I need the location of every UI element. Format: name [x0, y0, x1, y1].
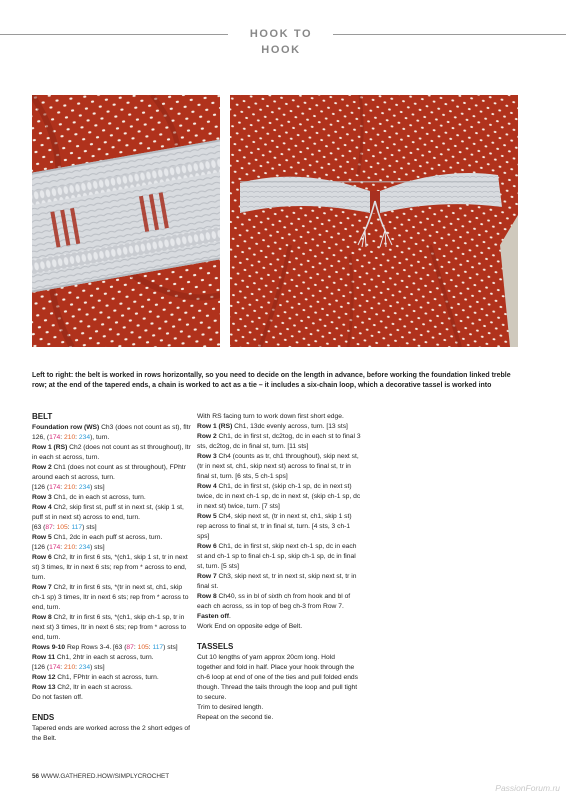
spacer [32, 703, 192, 713]
row-text: Ch1, dc in first st, skip next ch-1 sp, dc in each st and ch-1 sp to final ch-1 sp, skip ch-1 sp, dc in final st, turn. [5 sts] [197, 543, 357, 570]
belt-heading: BELT [32, 412, 53, 421]
size-count-2: 210 [64, 544, 76, 551]
belt-back-tie-photo [230, 95, 518, 347]
section-title: HOOK TO HOOK [249, 28, 313, 56]
row-11 [32, 653, 192, 663]
end-row-6 [197, 542, 361, 572]
row-text: Ch4 (counts as tr, ch1 throughout), skip next st, (tr in next st, ch1, skip next st) across to final st, tr in final st, turn. [6 sts, 5 ch-1 sps] [197, 453, 359, 480]
end-row-1 [197, 422, 361, 432]
row-label: Row 2 [197, 433, 217, 440]
photo-caption: Left to right: the belt is worked in rows horizontally, so you need to decide on the length in advance, before working the foundation linked treble row; at the end of the tapered ends, a chain is worked to act as a tie – it includes a six-chain loop, which a decorative tassel is worked into [32, 372, 511, 389]
size-count-1: 174 [49, 544, 61, 551]
row-13 [32, 683, 192, 693]
ends-heading: ENDS [32, 713, 55, 722]
row-text: Ch2, ltr in first 6 sts, *(ch1, skip ch-1 sp, tr in next st) 3 times, ltr in next 6 sts; rep from * across to end, turn. [32, 614, 187, 641]
row-text: Rep Rows 3-4. [63 ( [65, 644, 127, 651]
size-count-2: 105 [137, 644, 149, 651]
row-text: Ch1, FPhtr in each st across, turn. [55, 674, 159, 681]
header-rule-left [0, 34, 228, 35]
row-text: Ch4, skip next st, (tr in next st, ch1, skip 1 st) rep across to final st, tr in final st, turn. [4 sts, 3 ch-1 sps] [197, 513, 352, 540]
count-text: [126 ( [32, 664, 50, 671]
row-2 [32, 463, 192, 483]
size-count-3: 234 [78, 484, 91, 491]
no-fasten-note: Do not fasten off. [32, 694, 83, 701]
row-text: Ch3, skip next st, tr in next st, skip next st, tr in final st. [197, 573, 357, 590]
tassels-trim: Trim to desired length. [197, 704, 264, 711]
row-5-count: [126 (174: 210: 234) sts] [32, 544, 105, 551]
row-label: Row 13 [32, 684, 56, 691]
end-row-5 [197, 512, 361, 542]
end-row-2 [197, 432, 361, 452]
row-6 [32, 553, 192, 583]
instructions-column-right [197, 412, 361, 723]
row-text: ), turn. [90, 434, 110, 441]
page-footer [32, 773, 169, 780]
row-text: Ch1 (does not count as st throughout), FPhtr around each st across, turn. [32, 464, 186, 481]
end-row-8 [197, 592, 361, 612]
rows-9-10: Rows 9-10 Rep Rows 3-4. [63 (87: 105: 117) sts] [32, 644, 178, 651]
row-text: Ch40, ss in bl of sixth ch from hook and bl of each ch across, ss in top of beg ch-3 from Row 7. [197, 593, 351, 610]
row-text: Ch3 (does not count as st), fltr 126, ( [32, 424, 191, 441]
count-text: ) sts] [90, 664, 105, 671]
end-row-7 [197, 572, 361, 592]
count-text: ) sts] [82, 524, 97, 531]
row-label: Row 12 [32, 674, 56, 681]
count-text: [126 ( [32, 484, 50, 491]
watermark: PassionForum.ru [495, 783, 560, 793]
spacer [197, 632, 361, 642]
row-7 [32, 583, 192, 613]
fasten-label: Fasten off [197, 613, 229, 620]
row-label: Foundation row (WS) [32, 424, 100, 431]
row-text: Ch1, 13dc evenly across, turn. [13 sts] [232, 423, 348, 430]
ends-rs-note: With RS facing turn to work down first short edge. [197, 413, 344, 420]
row-label: Row 7 [32, 584, 52, 591]
instructions-column-left [32, 412, 192, 744]
row-label: Row 4 [32, 504, 52, 511]
row-text: Ch1, dc in first st, (skip ch-1 sp, dc in next st) twice, dc in next ch-1 sp, dc in next st, (skip ch-1 sp, dc in next st) twice, turn. [7 sts] [197, 483, 361, 510]
row-11-count: [126 (174: 210: 234) sts] [32, 664, 105, 671]
row-12 [32, 673, 192, 683]
row-label: Row 4 [197, 483, 217, 490]
size-count-1: 87 [45, 524, 53, 531]
row-label: Row 8 [32, 614, 52, 621]
row-label: Row 5 [32, 534, 52, 541]
row-5 [32, 533, 192, 543]
count-text: ) sts] [90, 544, 105, 551]
end-row-4 [197, 482, 361, 512]
tassels-text: Cut 10 lengths of yarn approx 20cm long. Hold together and fold in half. Place your hook through the ch-6 loop at end of one of the ties and pull folded ends though. Thread the tails through the loop and pull tight to secure. [197, 654, 358, 701]
size-count-3: 234 [78, 664, 91, 671]
page-number: 56 [32, 773, 40, 780]
page-header [0, 26, 566, 56]
header-rule-right [333, 34, 566, 35]
tassels-repeat: Repeat on the second tie. [197, 714, 274, 721]
row-3 [32, 493, 192, 503]
row-4-count: [63 (87: 105: 117) sts] [32, 524, 97, 531]
row-text: ) sts] [163, 644, 178, 651]
row-label: Row 6 [32, 554, 52, 561]
row-label: Row 1 (RS) [32, 444, 68, 451]
row-text: Ch1, 2dc in each puff st across, turn. [51, 534, 163, 541]
count-text: [63 ( [32, 524, 46, 531]
row-4 [32, 503, 192, 523]
row-text: Ch1, dc in each st across, turn. [51, 494, 146, 501]
end-row-3 [197, 452, 361, 482]
row-label: Row 3 [197, 453, 217, 460]
work-other-end: Work End on opposite edge of Belt. [197, 623, 303, 630]
tassels-heading: TASSELS [197, 642, 234, 651]
row-label: Row 6 [197, 543, 217, 550]
row-2-count: [126 (174: 210: 234) sts] [32, 484, 105, 491]
fasten-off [197, 612, 361, 622]
size-count-1: 174 [49, 664, 61, 671]
size-count-1: 174 [49, 434, 61, 441]
size-count-2: 210 [64, 664, 76, 671]
row-label: Row 3 [32, 494, 52, 501]
size-count-3: 117 [71, 524, 83, 531]
size-count-2: 210 [64, 484, 76, 491]
size-count-3: 117 [152, 644, 164, 651]
foundation-row: Foundation row (WS) Ch3 (does not count as st), fltr 126, (174: 210: 234), turn. [32, 424, 191, 441]
row-text: Ch2, ltr in first 6 sts, *(ch1, skip 1 st, tr in next st) 3 times, ltr in next 6 sts; rep from * across to end, turn. [32, 554, 188, 581]
row-label: Row 2 [32, 464, 52, 471]
row-label: Row 8 [197, 593, 217, 600]
size-count-2: 210 [64, 434, 76, 441]
row-text: Ch1, 2htr in each st across, turn. [55, 654, 154, 661]
size-count-3: 234 [78, 434, 91, 441]
footer-url[interactable]: WWW.GATHERED.HOW/SIMPLYCROCHET [40, 773, 170, 780]
row-label: Row 7 [197, 573, 217, 580]
row-text: Ch2, ltr in first 6 sts, *(tr in next st, ch1, skip ch-1 sp) 3 times, ltr in next 6 sts; rep from * across to end, turn. [32, 584, 189, 611]
row-label: Row 5 [197, 513, 217, 520]
count-text: ) sts] [90, 484, 105, 491]
size-count-3: 234 [78, 544, 91, 551]
row-text: Ch1, dc in first st, dc2tog, dc in each st to final 3 sts, dc2tog, dc in final st, turn. [11 sts] [197, 433, 361, 450]
row-1 [32, 443, 192, 463]
count-text: [126 ( [32, 544, 50, 551]
row-text: Ch2, ltr in each st across. [55, 684, 133, 691]
row-text: Ch2 (does not count as st throughout), ltr in each st across, turn. [32, 444, 191, 461]
row-label: Row 1 (RS) [197, 423, 233, 430]
row-text: Ch2, skip first st, puff st in next st, (skip 1 st, puff st in next st) across to end, turn. [32, 504, 184, 521]
fasten-dot: . [228, 613, 231, 620]
row-8 [32, 613, 192, 643]
row-label: Rows 9-10 [32, 644, 66, 651]
belt-closeup-photo [32, 95, 220, 347]
size-count-2: 105 [56, 524, 68, 531]
size-count-1: 87 [126, 644, 134, 651]
row-label: Row 11 [32, 654, 56, 661]
ends-intro: Tapered ends are worked across the 2 short edges of the Belt. [32, 725, 190, 742]
size-count-1: 174 [49, 484, 61, 491]
